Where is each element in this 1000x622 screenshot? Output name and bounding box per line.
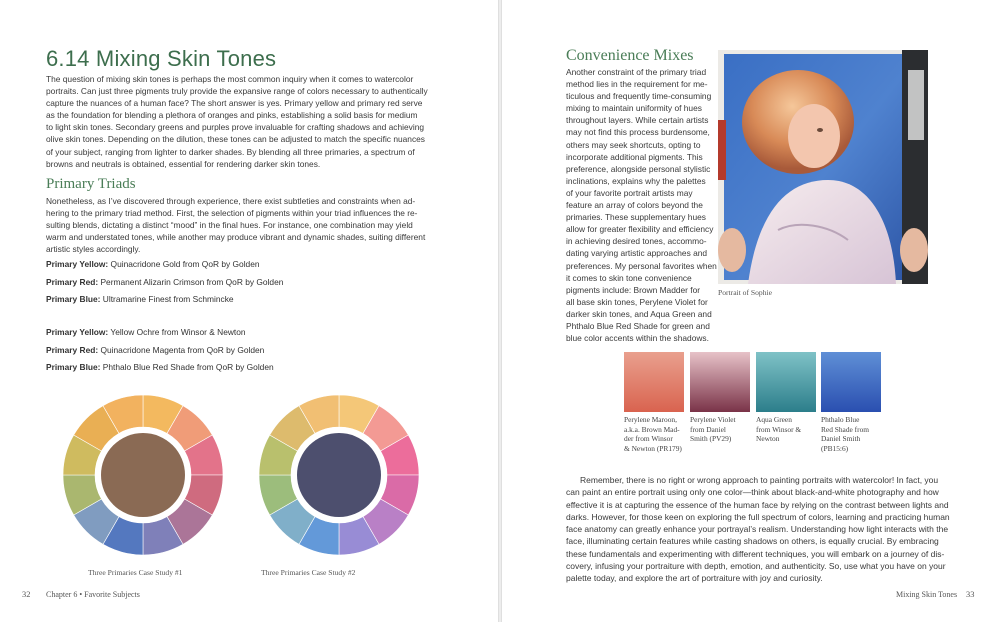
- swatch-caption: [756, 415, 822, 444]
- intro-paragraph: [46, 73, 476, 170]
- text-line: face anatomy can greatly enhance your portrayal’s realism. Understanding how light interacts with the: [566, 524, 949, 535]
- swatch-caption-line: Red Shade from: [821, 424, 870, 434]
- text-line: mixing to maintain uniformity of hues: [566, 103, 702, 114]
- swatch-caption-line: Perylene Maroon,: [624, 415, 677, 424]
- text-line: primaries. These supplementary hues: [566, 212, 706, 223]
- convenience-mixes-heading: Convenience Mixes: [566, 47, 694, 64]
- swatch-caption-line: der from Winsor: [624, 434, 673, 444]
- text-line: preference, alongside personal stylistic: [566, 163, 711, 174]
- running-footer-right: Mixing Skin Tones: [896, 590, 958, 599]
- color-wheel-2: [256, 392, 422, 558]
- pigment-line: [46, 327, 246, 337]
- pigment-label: Primary Red:: [46, 276, 99, 287]
- text-line: face, illuminating certain features while casting shadows on others, is equally crucial. By embracing: [566, 536, 939, 547]
- primary-triads-heading: Primary Triads: [46, 176, 136, 192]
- portrait-photo: [718, 50, 928, 284]
- running-footer-left: Chapter 6 • Favorite Subjects: [46, 590, 140, 599]
- swatch-caption-line: Smith (PV29): [690, 434, 732, 444]
- text-line: inclinations, explains why the palettes: [566, 175, 706, 186]
- swatch-caption-line: Newton: [756, 434, 780, 444]
- text-line: artistic styles accordingly.: [46, 244, 141, 255]
- text-line: portraits. Can just three pigments truly provide the expansive range of colors necessary to authentically: [46, 86, 428, 97]
- text-line: Remember, there is no right or wrong approach to painting portraits with watercolor! In fact, you: [580, 475, 939, 485]
- closing-paragraph: [566, 474, 982, 585]
- pigment-line: [46, 362, 274, 372]
- text-line: may not find this process burdensome,: [566, 127, 710, 138]
- text-line: in achieving desired tones, accommo-: [566, 236, 707, 247]
- text-line: can paint an entire portrait using only one color—think about black-and-white photography and how: [566, 487, 939, 498]
- text-line: feature an array of colors beyond the: [566, 200, 703, 211]
- text-line: Phthalo Blue Red Shade for green and: [566, 320, 710, 331]
- text-line: palette today, and explore the art of portraiture with joy and curiosity.: [566, 573, 823, 584]
- pigment-name: Yellow Ochre from Winsor & Newton: [108, 327, 246, 337]
- paint-swatch: [624, 352, 684, 412]
- text-line: hering to the primary triad method. First, the selection of pigments within your triad influences the re-: [46, 208, 418, 219]
- swatch-caption-line: from Daniel: [690, 424, 726, 434]
- pigment-name: Ultramarine Finest from Schmincke: [100, 294, 234, 304]
- text-line: preferences. My personal favorites when: [566, 260, 717, 271]
- text-line: effective it is at capturing the essence of the human face by relying on the contrast between lights and: [566, 499, 949, 510]
- text-line: it comes to skin tone convenience: [566, 272, 692, 283]
- pigment-name: Phthalo Blue Red Shade from QoR by Golden: [100, 362, 274, 372]
- text-line: allow for greater flexibility and efficiency: [566, 224, 714, 235]
- text-line: Nonetheless, as I’ve discovered through experience, there exist subtleties and constraints when ad-: [46, 196, 416, 206]
- pigment-line: [46, 277, 283, 287]
- pigment-label: Primary Yellow:: [46, 327, 109, 337]
- text-line: method lies in the requirement for me-: [566, 79, 708, 90]
- wheel-center-mix: [101, 433, 185, 517]
- convenience-mixes-paragraph: [566, 66, 716, 344]
- section-heading: 6.14 Mixing Skin Tones: [46, 46, 277, 71]
- text-line: blue color accents within the shadows.: [566, 333, 709, 344]
- primary-triads-paragraph: [46, 195, 476, 255]
- text-line: dating varying artistic approaches and: [566, 248, 708, 259]
- swatch-caption-line: Aqua Green: [756, 415, 792, 424]
- wheel-caption-2: Three Primaries Case Study #2: [261, 568, 356, 577]
- pigment-label: Primary Blue:: [46, 294, 101, 304]
- swatch-caption-line: Phthalo Blue: [821, 415, 860, 424]
- text-line: all base skin tones, Perylene Violet for: [566, 296, 708, 307]
- text-line: browns and neutrals is obtained, essential for rendering darker skin tones.: [46, 158, 321, 169]
- paint-swatch: [756, 352, 816, 412]
- pigment-label: Primary Yellow:: [46, 259, 109, 269]
- text-line: covery, infusing your portraiture with depth, emotion, and authenticity. So, use what you have on your: [566, 561, 946, 572]
- text-line: ticulous and frequently time-consuming: [566, 91, 712, 102]
- text-line: warm and understated tones, while another may produce vibrant and dynamic shades, suiting different: [46, 232, 426, 243]
- pigment-label: Primary Red:: [46, 344, 99, 355]
- portrait-caption: Portrait of Sophie: [718, 288, 772, 297]
- wheel-center-mix: [297, 433, 381, 517]
- swatch-caption: [821, 415, 887, 453]
- swatch-caption-line: (PB15:6): [821, 443, 849, 453]
- text-line: these fundamentals and experimenting with different techniques, you will embark on a journey of dis-: [566, 548, 945, 559]
- swatch-caption-line: a.k.a. Brown Mad-: [624, 424, 680, 434]
- swatch-caption-line: & Newton (PR179): [624, 443, 682, 453]
- text-line: olive skin tones. Depending on the dilution, these tones can be adjusted to match the specific nuances: [46, 134, 425, 145]
- text-line: throughout layers. While certain artists: [566, 115, 709, 126]
- book-gutter: [498, 0, 502, 622]
- page-number-right: 33: [966, 590, 975, 599]
- pigment-line: [46, 294, 234, 304]
- pigment-name: Quinacridone Gold from QoR by Golden: [108, 259, 260, 269]
- text-line: as the foundation for blending a plethora of oranges and pinks, establishing a solid basis for medium: [46, 110, 418, 121]
- text-line: darker skin tones, and Aqua Green and: [566, 308, 712, 319]
- text-line: pigments include: Brown Madder for: [566, 284, 701, 295]
- text-line: darks. However, for those keen on exploring the full spectrum of colors, learning and practicing human: [566, 511, 950, 522]
- swatch-caption: [690, 415, 756, 444]
- pigment-name: Permanent Alizarin Crimson from QoR by Golden: [98, 276, 284, 287]
- page-number-left: 32: [22, 590, 31, 599]
- text-line: Another constraint of the primary triad: [566, 67, 707, 77]
- text-line: of your subject, ranging from lighter to darker shades. By blending all three primaries, a spectrum of: [46, 146, 415, 157]
- wheel-caption-1: Three Primaries Case Study #1: [88, 568, 183, 577]
- text-line: The question of mixing skin tones is perhaps the most common inquiry when it comes to watercolor: [46, 74, 414, 84]
- text-line: others may seek shortcuts, opting to: [566, 139, 701, 150]
- pigment-line: [46, 259, 260, 269]
- pigment-name: Quinacridone Magenta from QoR by Golden: [98, 344, 265, 355]
- paint-swatch: [690, 352, 750, 412]
- text-line: incorporate additional pigments. This: [566, 151, 703, 162]
- swatch-caption-line: Daniel Smith: [821, 434, 861, 444]
- text-line: of your favorite portrait artists may: [566, 187, 693, 198]
- text-line: to light skin tones. Secondary greens and purples prove invaluable for crafting shadows and achieving: [46, 122, 425, 133]
- paint-swatch: [821, 352, 881, 412]
- color-wheel-1: [60, 392, 226, 558]
- pigment-label: Primary Blue:: [46, 362, 101, 372]
- text-line: capture the nuances of a human face? The short answer is yes. Primary yellow and primary red serve: [46, 98, 423, 109]
- swatch-caption: [624, 415, 690, 453]
- swatch-caption-line: Perylene Violet: [690, 415, 736, 424]
- text-line: sulting blends, dictating a distinct “mood” in the final hues. For instance, one combination may yield: [46, 220, 413, 231]
- pigment-line: [46, 345, 264, 355]
- swatch-caption-line: from Winsor &: [756, 424, 802, 434]
